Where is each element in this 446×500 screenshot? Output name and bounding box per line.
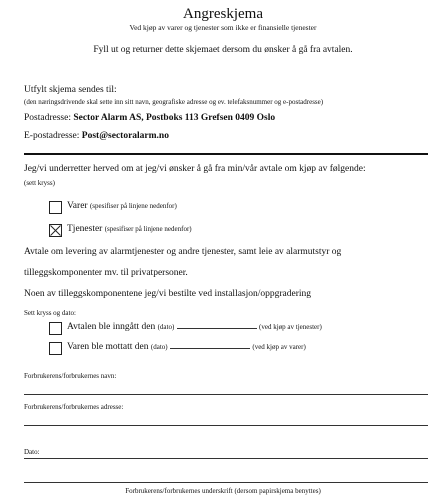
signature-label: Forbrukerens/forbrukernes underskrift (dersom papirskjema benyttes) xyxy=(125,487,321,495)
form-intro: Fyll ut og returner dette skjemaet dersom du ønsker å gå fra avtalen. xyxy=(93,45,353,55)
vare-date-hint: (dato) xyxy=(150,343,168,351)
vare-date-row xyxy=(67,342,306,352)
send-to-heading: Utfylt skjema sendes til: xyxy=(24,85,117,95)
tjenester-checkbox[interactable] xyxy=(49,224,62,237)
tjenester-label: Tjenester xyxy=(67,224,103,234)
avtale-date-label: Avtalen ble inngått den xyxy=(67,322,156,332)
form-title: Angreskjema xyxy=(183,6,263,22)
postal-address xyxy=(24,113,275,123)
date-line[interactable] xyxy=(24,458,428,459)
avtale-date-note: (ved kjøp av tjenester) xyxy=(259,323,322,331)
email-address-value: Post@sectoralarm.no xyxy=(81,131,169,141)
name-line-1[interactable] xyxy=(24,394,428,395)
signature-line[interactable] xyxy=(24,482,428,483)
send-to-note: (den næringsdrivende skal sette inn sitt navn, geografiske adresse og ev. telefaksnummer og e-postadresse) xyxy=(24,98,324,106)
vare-checkbox[interactable] xyxy=(49,342,62,355)
avtale-date-row xyxy=(67,322,322,332)
vare-date-field[interactable] xyxy=(170,348,250,349)
form-subtitle: Ved kjøp av varer og tjenester som ikke er finansielle tjenester xyxy=(129,23,317,32)
date-label: Dato: xyxy=(24,448,40,456)
address-label: Forbrukerens/forbrukernes adresse: xyxy=(24,403,124,411)
specification-line-2: tilleggskomponenter mv. til privatpersoner. xyxy=(24,268,188,278)
avtale-date-field[interactable] xyxy=(177,328,257,329)
name-label: Forbrukerens/forbrukernes navn: xyxy=(24,372,117,380)
varer-note: (spesifiser på linjene nedenfor) xyxy=(89,202,177,210)
checkmark-x-icon xyxy=(50,225,61,236)
specification-line-1: Avtale om levering av alarmtjenester og andre tjenester, samt leie av alarmutstyr og xyxy=(24,247,342,257)
postal-address-value: Sector Alarm AS, Postboks 113 Grefsen 0409 Oslo xyxy=(73,113,276,123)
specification-line-3: Noen av tilleggskomponentene jeg/vi bestilte ved installasjon/oppgradering xyxy=(24,289,312,299)
address-line-1[interactable] xyxy=(24,425,428,426)
varer-label: Varer xyxy=(67,201,88,211)
vare-date-label: Varen ble mottatt den xyxy=(67,342,149,352)
tjenester-option xyxy=(67,224,192,234)
avtale-checkbox[interactable] xyxy=(49,322,62,335)
dates-instruction: Sett kryss og dato: xyxy=(24,309,76,317)
email-address-label: E-postadresse: xyxy=(24,131,80,141)
declaration-text: Jeg/vi underretter herved om at jeg/vi ønsker å gå fra min/vår avtale om kjøp av følgende: xyxy=(24,164,366,174)
section-divider xyxy=(24,153,428,155)
declaration-note: (sett kryss) xyxy=(24,179,55,187)
avtale-date-hint: (dato) xyxy=(157,323,175,331)
postal-address-label: Postadresse: xyxy=(24,113,71,123)
tjenester-note: (spesifiser på linjene nedenfor) xyxy=(104,225,192,233)
varer-checkbox[interactable] xyxy=(49,201,62,214)
varer-option xyxy=(67,201,177,211)
email-address xyxy=(24,131,169,141)
vare-date-note: (ved kjøp av varer) xyxy=(252,343,306,351)
